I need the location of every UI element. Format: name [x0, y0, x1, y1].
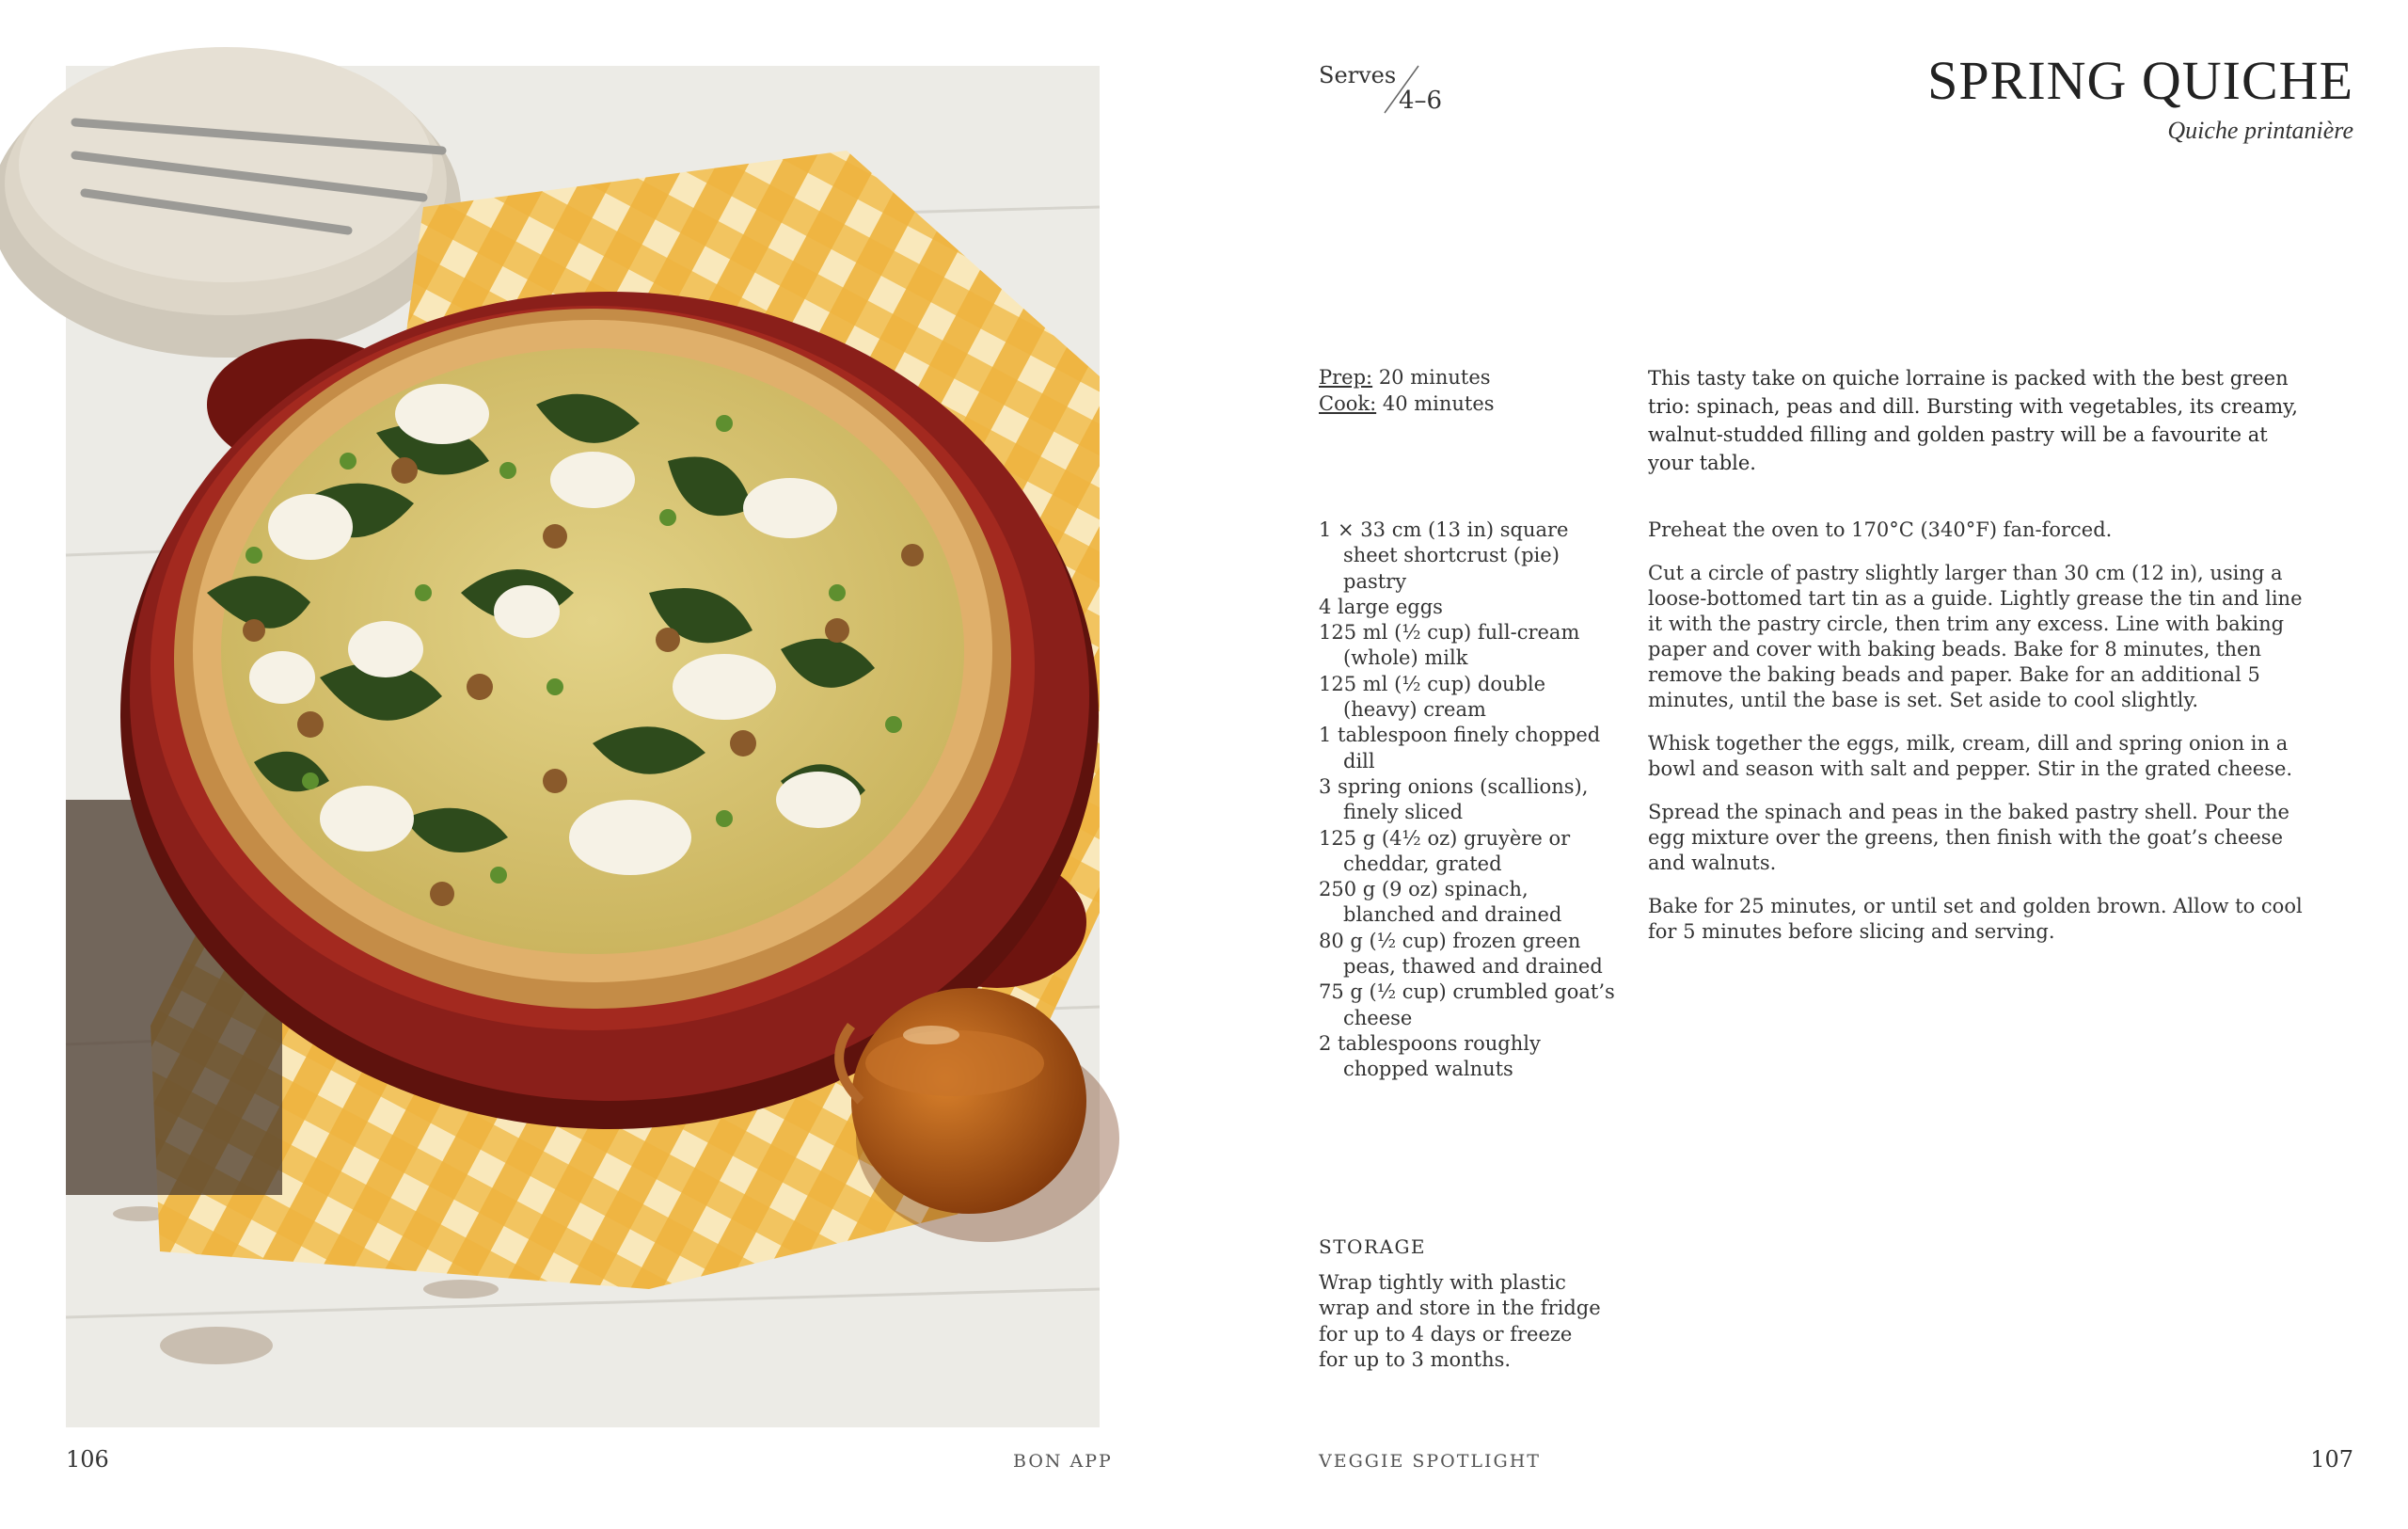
ingredient-item: 125 g (4½ oz) gruyère or cheddar, grated — [1319, 826, 1571, 875]
ingredients-list — [1319, 518, 1616, 1083]
left-running-head: BON APP — [1013, 1451, 1113, 1472]
quiche-photo — [66, 66, 1100, 1427]
method-step: Bake for 25 minutes, or until set and golden brown. Allow to cool for 5 minutes before slicing and serving. — [1648, 895, 2303, 943]
cook-value: 40 minutes — [1382, 392, 1495, 415]
ingredient-item: 4 large eggs — [1319, 595, 1443, 618]
right-page-number: 107 — [2310, 1446, 2353, 1473]
ingredient-item: 250 g (9 oz) spinach, blanched and drained — [1319, 878, 1562, 927]
prep-time — [1319, 364, 1495, 390]
ingredient-item: 2 tablespoons roughly chopped walnuts — [1319, 1031, 1541, 1081]
method-step: Whisk together the eggs, milk, cream, dill and spring onion in a bowl and season with salt and pepper. Stir in the grated cheese. — [1648, 732, 2293, 780]
cook-time — [1319, 390, 1495, 417]
ingredient-item: 125 ml (½ cup) double (heavy) cream — [1319, 672, 1546, 722]
left-page-number: 106 — [66, 1446, 109, 1473]
method-step: Preheat the oven to 170°C (340°F) fan-forced. — [1648, 518, 2113, 541]
right-running-head: VEGGIE SPOTLIGHT — [1319, 1451, 1541, 1472]
ingredient-item: 75 g (½ cup) crumbled goat’s cheese — [1319, 980, 1615, 1029]
recipe-title: SPRING QUICHE — [1927, 50, 2353, 111]
quiche — [174, 309, 1011, 1009]
method-step: Cut a circle of pastry slightly larger than 30 cm (12 in), using a loose-bottomed tart tin as a guide. Lightly grease the tin and line it with the pastry circle, then trim any excess. Line with baking paper and cover with baking beads. Bake for 8 minutes, then remove the baking beads and paper. Bake for an additional 5 minutes, until the base is set. Set aside to cool slightly. — [1648, 562, 2303, 711]
prep-value: 20 minutes — [1378, 366, 1491, 389]
recipe-subtitle: Quiche printanière — [2167, 117, 2353, 144]
storage-heading: STORAGE — [1319, 1235, 1427, 1258]
quiche-illustration — [66, 66, 1100, 1427]
ingredient-item: 1 × 33 cm (13 in) square sheet shortcrust (pie) pastry — [1319, 518, 1569, 593]
serves-label: Serves — [1319, 62, 1397, 88]
ingredient-item: 1 tablespoon finely chopped dill — [1319, 724, 1601, 772]
method-steps — [1648, 518, 2316, 963]
ingredient-item: 125 ml (½ cup) full-cream (whole) milk — [1319, 621, 1580, 670]
prep-cook-times — [1319, 364, 1495, 417]
serves-value: 4–6 — [1399, 87, 1443, 115]
ingredient-item: 3 spring onions (scallions), finely sliced — [1319, 774, 1589, 824]
recipe-intro: This tasty take on quiche lorraine is packed with the best green trio: spinach, peas and dill. Bursting with vegetables, its creamy, walnut-studded filling and golden pastry will be a favourite at your table. — [1648, 367, 2298, 474]
method-step: Spread the spinach and peas in the baked pastry shell. Pour the egg mixture over the greens, then finish with the goat’s cheese and walnuts. — [1648, 801, 2289, 874]
storage-text: Wrap tightly with plastic wrap and store in the fridge for up to 4 days or freeze for up to 3 months. — [1319, 1271, 1601, 1371]
prep-label: Prep: — [1319, 366, 1373, 389]
ingredient-item: 80 g (½ cup) frozen green peas, thawed and drained — [1319, 929, 1603, 979]
cook-label: Cook: — [1319, 392, 1377, 415]
